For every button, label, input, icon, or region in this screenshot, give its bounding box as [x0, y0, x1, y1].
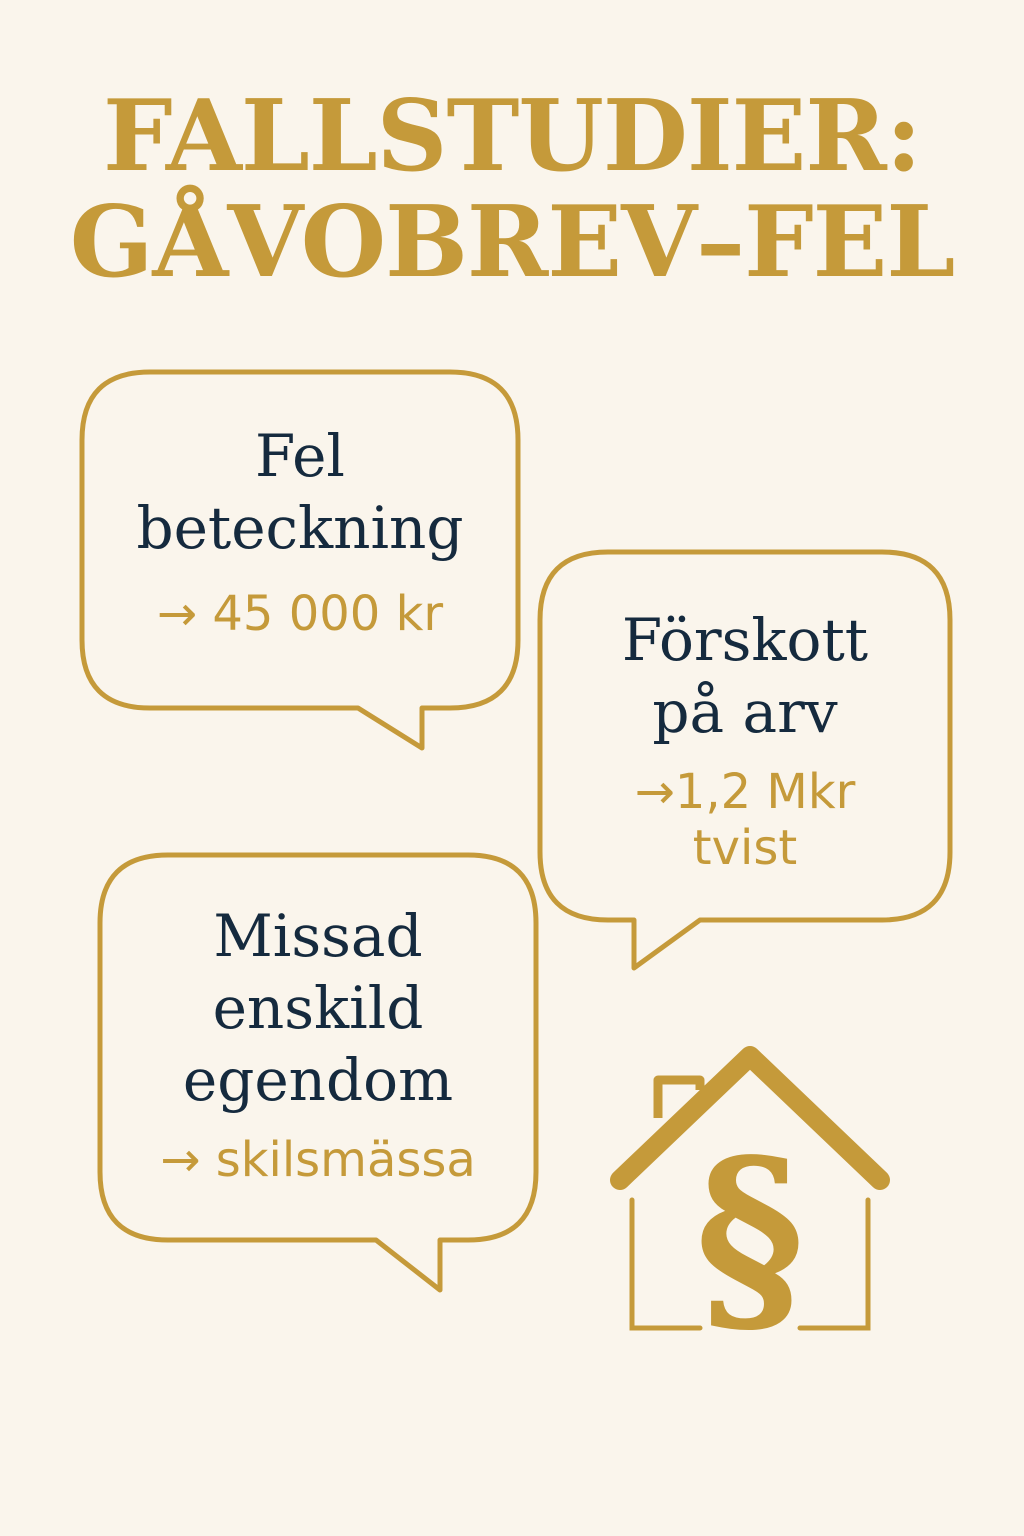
case-3-headline-line-3: egendom [182, 1046, 454, 1114]
case-1-headline [82, 420, 518, 564]
case-2-headline-line-2: på arv [652, 678, 838, 746]
case-2-headline-line-1: Förskott [621, 606, 869, 674]
case-2 [540, 604, 950, 876]
case-1-result [82, 586, 518, 642]
case-3 [100, 900, 536, 1188]
case-2-result [540, 764, 950, 876]
case-3-headline-line-2: enskild [212, 974, 424, 1042]
case-2-result-line-2: tvist [692, 820, 798, 876]
case-3-headline [100, 900, 536, 1116]
case-2-headline [540, 604, 950, 748]
title-line-2: GÅVOBREV–FEL [69, 185, 955, 300]
case-2-result-line-1: →1,2 Mkr [634, 764, 856, 820]
case-1-headline-line-1: Fel [255, 422, 345, 490]
case-3-headline-line-1: Missad [213, 902, 423, 970]
case-1 [82, 420, 518, 642]
house-paragraph-icon [600, 1040, 900, 1360]
title-line-1: FALLSTUDIER: [103, 79, 921, 194]
paragraph-icon: § [695, 1113, 805, 1360]
case-1-result-line-1: → 45 000 kr [156, 586, 444, 642]
case-3-result [100, 1132, 536, 1188]
case-3-result-line-1: → skilsmässa [160, 1132, 476, 1188]
case-1-headline-line-2: beteckning [136, 494, 464, 562]
